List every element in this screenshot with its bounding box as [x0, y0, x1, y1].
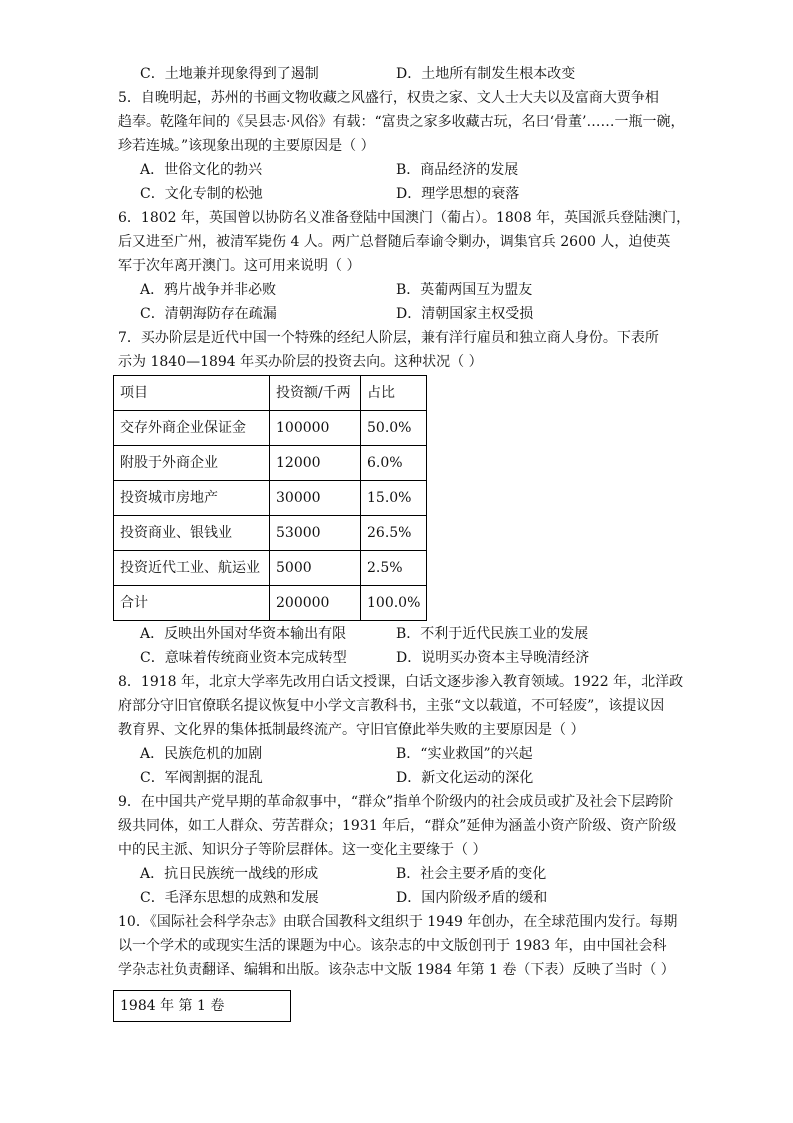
- table-cell: 合计: [114, 586, 270, 621]
- question-text-line: 8．1918 年，北京大学率先改用白话文授课，白话文逐步渗入教育领域。1922 年，北洋政: [118, 674, 684, 690]
- question-8: [118, 670, 684, 790]
- option-c: C．军阀割据的混乱: [140, 770, 263, 786]
- options-row: [118, 742, 678, 766]
- question-text-line: 10．《国际社会科学杂志》由联合国教科文组织于 1949 年创办，在全球范围内发行。每期: [118, 914, 678, 930]
- option-a: A．鸦片战争并非必败: [140, 282, 277, 298]
- question-5: [118, 86, 685, 206]
- option-c: C．意味着传统商业资本完成转型: [140, 650, 347, 666]
- option-c: C．文化专制的松弛: [140, 186, 263, 202]
- exam-page: [118, 62, 691, 1022]
- option-d: D．理学思想的衰落: [396, 186, 520, 202]
- table-header-cell: 投资额/千两: [270, 376, 361, 411]
- table-cell: 6.0%: [361, 446, 427, 481]
- options-row: [118, 646, 678, 670]
- options-row: [118, 622, 678, 646]
- investment-table: [113, 375, 427, 621]
- question-text-line: 后又进至广州，被清军毙伤 4 人。两广总督随后奉谕令剿办，调集官兵 2600 人，迫使英: [118, 234, 671, 250]
- question-text-line: 级共同体，如工人群众、劳苦群众；1931 年后，“群众”延伸为涵盖小资产阶级、资产阶级: [118, 818, 677, 834]
- table-cell: 12000: [270, 446, 361, 481]
- table-cell: 15.0%: [361, 481, 427, 516]
- options-row: [118, 766, 678, 790]
- option-c: C．清朝海防存在疏漏: [140, 306, 277, 322]
- table-cell: 投资近代工业、航运业: [114, 551, 270, 586]
- option-b: B．社会主要矛盾的变化: [396, 866, 547, 882]
- table-cell: 5000: [270, 551, 361, 586]
- table-header-row: [114, 376, 427, 411]
- option-a: A．反映出外国对华资本输出有限: [140, 626, 347, 642]
- options-row: [118, 158, 678, 182]
- question-text-line: 示为 1840—1894 年买办阶层的投资去向。这种状况（ ）: [118, 354, 483, 370]
- option-a: A．抗日民族统一战线的形成: [140, 866, 319, 882]
- prev-question-options: [118, 62, 678, 86]
- question-9: [118, 790, 678, 910]
- option-d: D．国内阶级矛盾的缓和: [396, 890, 548, 906]
- option-b: B．商品经济的发展: [396, 162, 519, 178]
- table-cell: 附股于外商企业: [114, 446, 270, 481]
- question-text-line: 7．买办阶层是近代中国一个特殊的经纪人阶层，兼有洋行雇员和独立商人身份。下表所: [118, 330, 659, 346]
- question-text-line: 教育界、文化界的集体抵制最终流产。守旧官僚此举失败的主要原因是（ ）: [118, 722, 585, 738]
- table-row: [114, 551, 427, 586]
- journal-volume-box: 1984 年 第 1 卷: [113, 990, 291, 1022]
- options-row: [118, 886, 678, 910]
- question-text-line: 以一个学术的或现实生活的课题为中心。该杂志的中文版创刊于 1983 年，由中国社会科: [118, 938, 667, 954]
- table-cell: 200000: [270, 586, 361, 621]
- option-d: D．新文化运动的深化: [396, 770, 534, 786]
- table-cell: 2.5%: [361, 551, 427, 586]
- table-row: [114, 481, 427, 516]
- question-6: [118, 206, 691, 326]
- table-cell: 投资商业、银钱业: [114, 516, 270, 551]
- table-total-row: [114, 586, 427, 621]
- question-10: [118, 910, 678, 1022]
- table-cell: 交存外商企业保证金: [114, 411, 270, 446]
- table-cell: 50.0%: [361, 411, 427, 446]
- option-c: C．土地兼并现象得到了遏制: [140, 66, 319, 82]
- table-header-cell: 项目: [114, 376, 270, 411]
- table-cell: 100000: [270, 411, 361, 446]
- option-b: B．“实业救国”的兴起: [396, 746, 533, 762]
- table-cell: 30000: [270, 481, 361, 516]
- table-cell: 26.5%: [361, 516, 427, 551]
- option-b: B．不利于近代民族工业的发展: [396, 626, 589, 642]
- option-b: B．英葡两国互为盟友: [396, 282, 533, 298]
- table-row: [114, 411, 427, 446]
- question-text-line: 珍若连城。”该现象出现的主要原因是（ ）: [118, 138, 375, 154]
- question-text-line: 6．1802 年，英国曾以协防名义准备登陆中国澳门（葡占）。1808 年，英国派兵登陆澳门，: [118, 210, 691, 226]
- question-7: [118, 326, 678, 670]
- option-d: D．说明买办资本主导晚清经济: [396, 650, 590, 666]
- question-text-line: 中的民主派、知识分子等阶层群体。这一变化主要缘于（ ）: [118, 842, 487, 858]
- table-cell: 53000: [270, 516, 361, 551]
- table-cell: 100.0%: [361, 586, 427, 621]
- table-cell: 投资城市房地产: [114, 481, 270, 516]
- question-text-line: 府部分守旧官僚联名提议恢复中小学文言教科书，主张“文以载道，不可轻废”，该提议因: [118, 698, 665, 714]
- question-text-line: 趋奉。乾隆年间的《吴县志·风俗》有载：“富贵之家多收藏古玩，名曰‘骨董’……一瓶一碗，: [118, 114, 685, 130]
- options-row: [118, 182, 678, 206]
- options-row: [118, 862, 678, 886]
- option-a: A．世俗文化的勃兴: [140, 162, 263, 178]
- question-text-line: 5．自晚明起，苏州的书画文物收藏之风盛行，权贵之家、文人士大夫以及富商大贾争相: [118, 90, 659, 106]
- options-row: [118, 278, 678, 302]
- option-d: D．土地所有制发生根本改变: [396, 66, 576, 82]
- options-row: [118, 302, 678, 326]
- table-header-cell: 占比: [361, 376, 427, 411]
- table-row: [114, 516, 427, 551]
- option-d: D．清朝国家主权受损: [396, 306, 534, 322]
- question-text-line: 9．在中国共产党早期的革命叙事中，“群众”指单个阶级内的社会成员或扩及社会下层跨阶: [118, 794, 674, 810]
- question-text-line: 军于次年离开澳门。这可用来说明（ ）: [118, 258, 361, 274]
- option-a: A．民族危机的加剧: [140, 746, 263, 762]
- table-row: [114, 446, 427, 481]
- option-c: C．毛泽东思想的成熟和发展: [140, 890, 319, 906]
- question-text-line: 学杂志社负责翻译、编辑和出版。该杂志中文版 1984 年第 1 卷（下表）反映了当时（ ）: [118, 962, 675, 978]
